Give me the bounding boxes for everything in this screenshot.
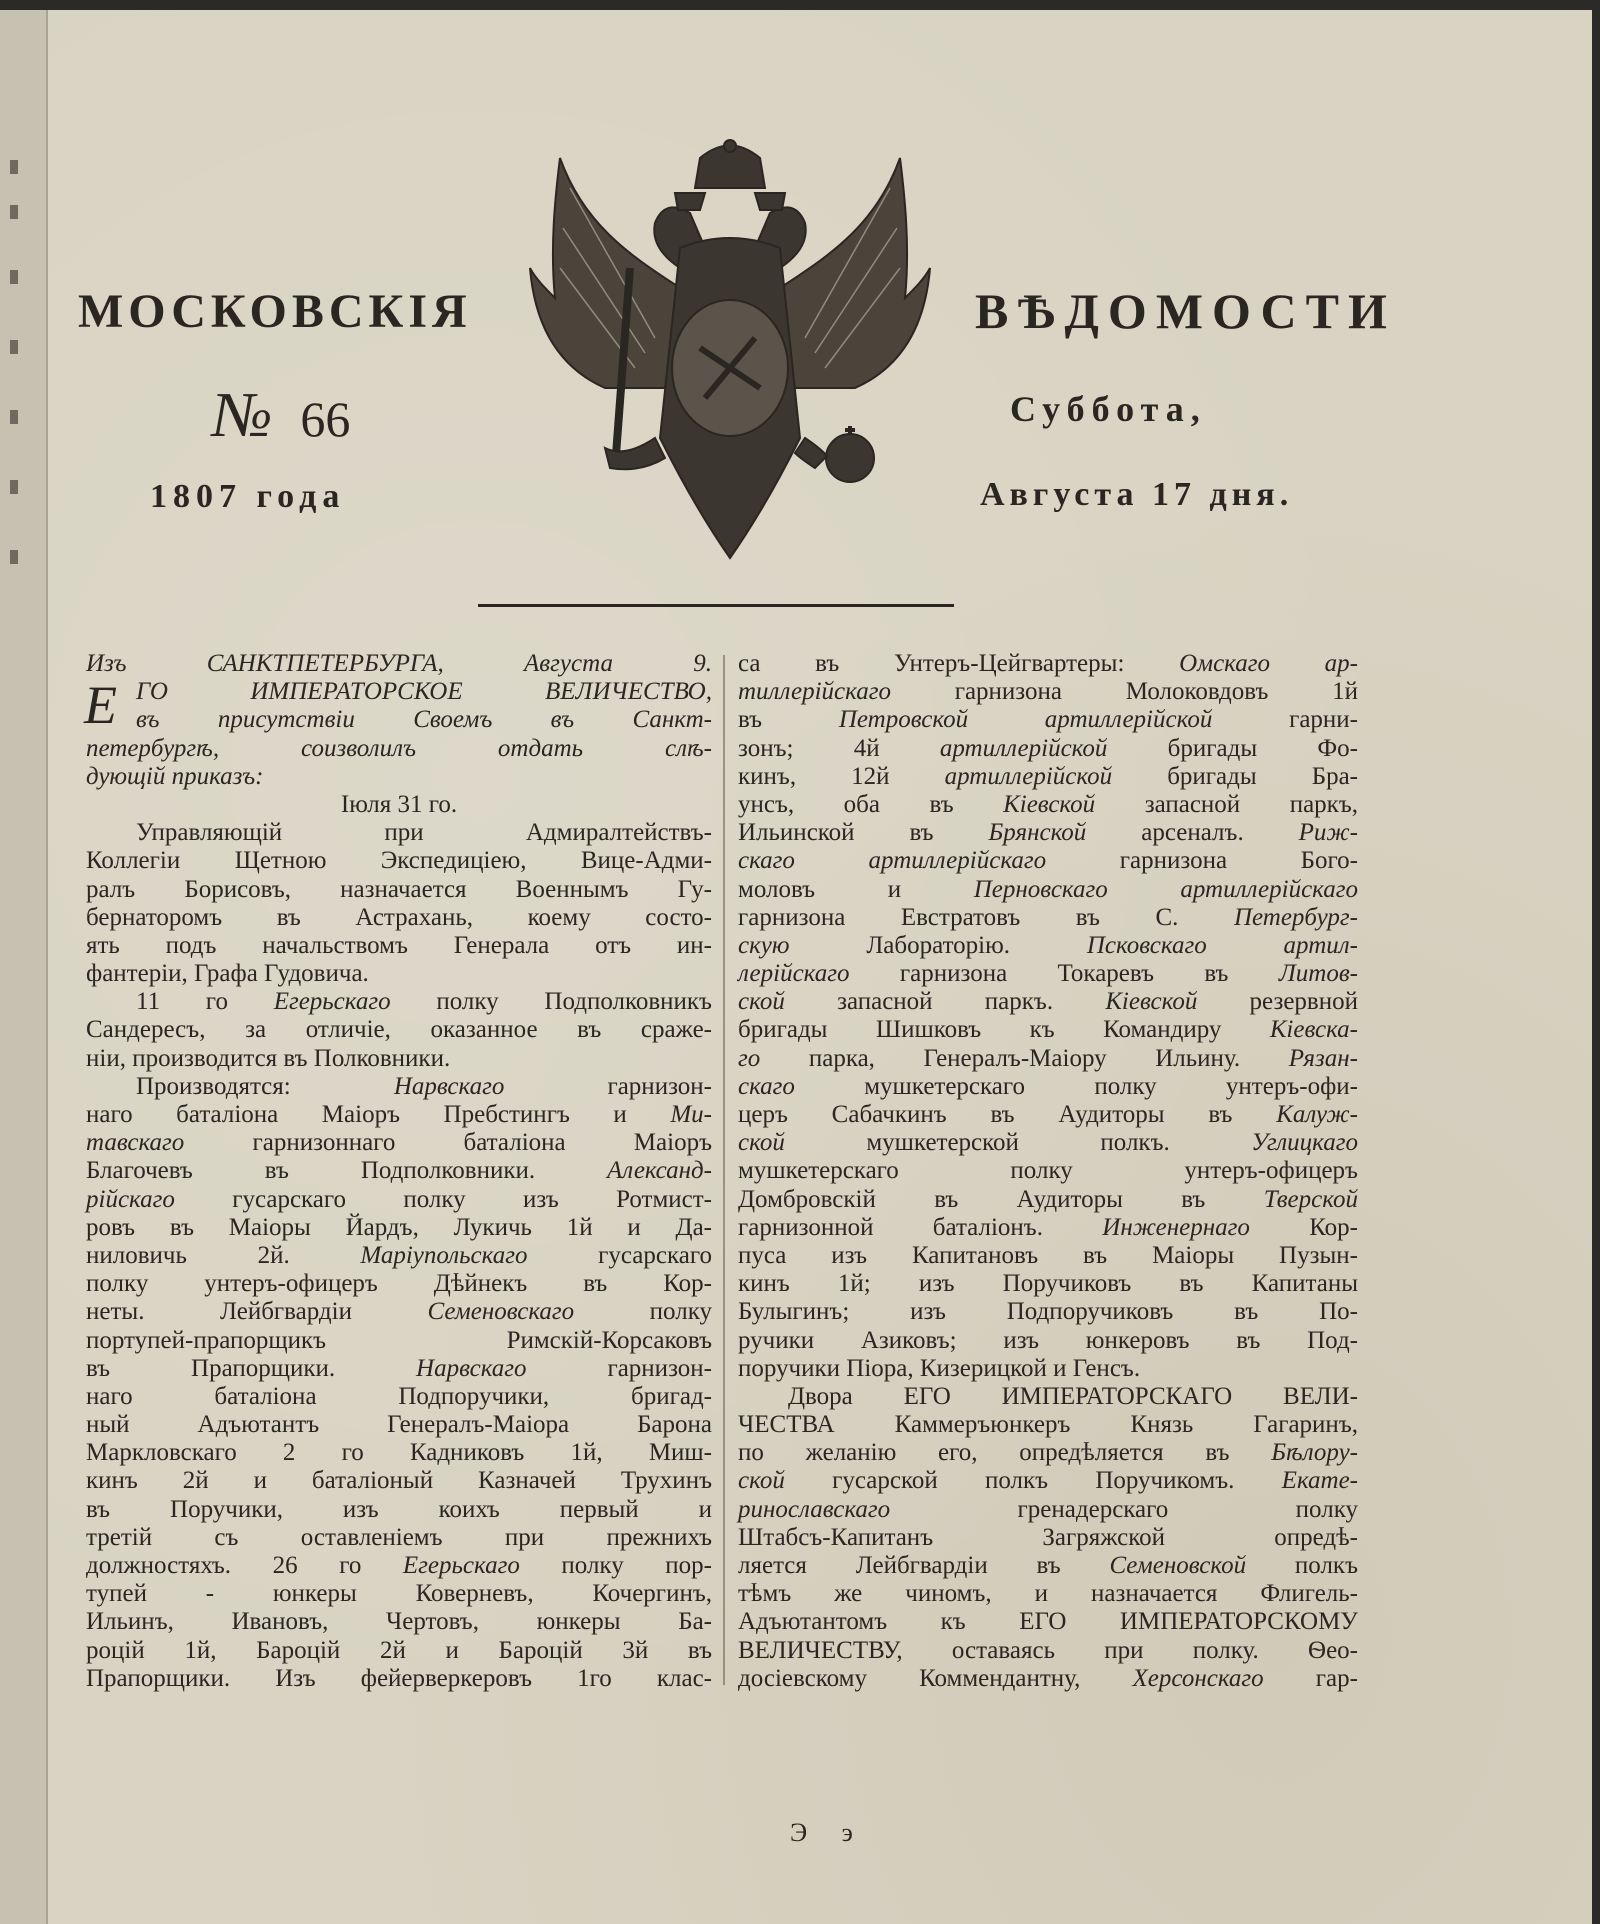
roman-text: гар- — [1263, 1664, 1358, 1692]
italic-text: Омскаго ар- — [1179, 650, 1358, 677]
roman-text: Ильинской въ — [738, 819, 989, 847]
italic-text: Екате- — [1281, 1467, 1358, 1495]
issue-year: 1807 года — [150, 478, 346, 515]
roman-text: Булыгинъ; изъ Подпоручиковъ въ По- — [738, 1298, 1358, 1326]
roman-text: бернаторомъ въ Астрахань, коему состо- — [86, 903, 712, 931]
text-line — [738, 1496, 1358, 1524]
text-line — [738, 1665, 1358, 1693]
roman-text: Лабораторію. — [789, 931, 1087, 959]
italic-text: скую — [738, 931, 790, 959]
text-line — [738, 1355, 1358, 1383]
text-line — [86, 1016, 712, 1044]
italic-text: ской — [738, 1467, 785, 1495]
italic-text: Маріупольскаго — [360, 1241, 528, 1269]
text-line — [738, 678, 1358, 706]
text-line — [738, 1157, 1358, 1185]
text-line — [86, 763, 712, 791]
italic-text: Перновскаго артиллерійскаго — [973, 875, 1358, 903]
signature-mark: Э э — [790, 1818, 867, 1847]
text-line — [86, 1270, 712, 1298]
text-line — [738, 847, 1358, 875]
text-line — [738, 1298, 1358, 1326]
text-line — [738, 1186, 1358, 1214]
roman-text: запасной паркъ. — [784, 988, 1106, 1016]
masthead-title-left: МОСКОВСКІЯ — [78, 285, 472, 338]
italic-text: Брянской — [988, 819, 1087, 847]
text-line — [738, 1383, 1358, 1411]
text-line — [86, 1073, 712, 1101]
roman-text: арсеналъ. — [1086, 819, 1299, 847]
roman-text: Двора ЕГО ИМПЕРАТОРСКАГО ВЕЛИ- — [788, 1382, 1358, 1410]
text-line — [738, 1016, 1358, 1044]
roman-text: роцій 1й, Бароцій 2й и Бароцій 3й въ — [86, 1636, 712, 1664]
roman-text: Штабсъ-Капитанъ Загряжской опредѣ- — [738, 1523, 1358, 1551]
text-line — [738, 988, 1358, 1016]
roman-text: полку — [574, 1298, 712, 1326]
text-line — [738, 1439, 1358, 1467]
roman-text: моловъ и — [738, 875, 974, 903]
text-line — [738, 1580, 1358, 1608]
roman-text: мушкетерской полкъ. — [784, 1129, 1252, 1157]
text-line — [86, 1101, 712, 1129]
roman-text: ЧЕСТВА Каммеръюнкеръ Князь Гагаринъ, — [738, 1411, 1358, 1439]
italic-text: Ми- — [670, 1101, 712, 1128]
text-line — [738, 706, 1358, 734]
italic-text: скаго артиллерійскаго — [738, 847, 1047, 875]
italic-text: Кіевской — [1105, 988, 1198, 1016]
roman-text: въ Поручики, изъ коихъ первый и — [86, 1495, 712, 1523]
italic-text: въ присутствіи Своемъ въ Санкт- — [136, 706, 712, 734]
italic-text: ринославскаго — [738, 1495, 891, 1523]
text-line — [86, 1467, 712, 1495]
text-line — [738, 1129, 1358, 1157]
roman-text: гарнизона Молоковдовъ 1й — [890, 678, 1358, 706]
roman-text: тѣмъ же чиномъ, и назначается Флигель- — [738, 1580, 1358, 1608]
weekday: Суббота, — [1010, 389, 1207, 429]
roman-text: ный Адъютантъ Генералъ-Маіора Барона — [86, 1411, 712, 1439]
text-line — [738, 763, 1358, 791]
text-line — [738, 1608, 1358, 1636]
roman-text: наго баталіона Подпоручики, бригад- — [86, 1382, 712, 1410]
roman-text: полкъ — [1246, 1552, 1358, 1579]
text-line — [86, 1355, 712, 1383]
roman-text: Домбровскій въ Аудиторы въ — [738, 1185, 1264, 1213]
roman-text: гусарскаго полку изъ Ротмист- — [174, 1185, 712, 1213]
roman-text: бригады Фо- — [1107, 734, 1358, 762]
text-line — [738, 932, 1358, 960]
roman-text: церъ Сабачкинъ въ Аудиторы въ — [738, 1101, 1277, 1128]
roman-text: по желанію его, опредѣляется въ — [738, 1439, 1272, 1467]
text-line — [86, 1411, 712, 1439]
text-line — [738, 1524, 1358, 1552]
italic-text: го — [738, 1044, 761, 1072]
text-line — [738, 650, 1358, 678]
text-line — [86, 1580, 712, 1608]
italic-text: Егерьскаго — [402, 1552, 520, 1579]
roman-text: поручики Піора, Кизерицкой и Генсъ. — [738, 1354, 1141, 1382]
italic-text: Херсонскаго — [1132, 1664, 1264, 1692]
issue-date: Августа 17 дня. — [980, 476, 1294, 513]
italic-text: Петербург- — [1233, 903, 1358, 931]
text-line — [738, 1327, 1358, 1355]
italic-text: ской — [738, 988, 785, 1016]
text-line — [738, 791, 1358, 819]
italic-text: тиллерійскаго — [738, 678, 891, 706]
italic-text: Тверской — [1263, 1185, 1358, 1213]
text-line — [86, 1214, 712, 1242]
roman-text: ниловичь 2й. — [86, 1241, 361, 1269]
text-line — [86, 932, 712, 960]
text-line — [86, 1608, 712, 1636]
italic-text: ской — [738, 1129, 785, 1157]
italic-text: тавскаго — [86, 1129, 185, 1157]
italic-text: ГО ИМПЕРАТОРСКОЕ ВЕЛИЧЕСТВО, — [136, 678, 712, 706]
italic-text: Риж- — [1298, 819, 1358, 847]
left-column — [86, 650, 712, 1693]
roman-text: пуса изъ Капитановъ въ Маіоры Пузын- — [738, 1241, 1358, 1269]
text-line — [86, 1496, 712, 1524]
text-line — [738, 1411, 1358, 1439]
text-line — [86, 706, 712, 734]
column-divider — [723, 655, 725, 1685]
roman-text: досіевскому Коммендантну, — [738, 1664, 1133, 1692]
text-line — [86, 1327, 712, 1355]
text-line — [738, 1101, 1358, 1129]
text-line — [86, 1242, 712, 1270]
roman-text: мушкетерскаго полку унтеръ-офи- — [794, 1072, 1358, 1100]
roman-text: гарнизона Токаревъ въ — [849, 960, 1279, 988]
text-line — [86, 650, 712, 678]
roman-text: бригады Шишковъ къ Командиру — [738, 1016, 1270, 1044]
roman-text: фантеріи, Графа Гудовича. — [86, 960, 369, 988]
italic-text: Нарвскаго — [393, 1072, 505, 1100]
roman-text: тупей - юнкеры Коверневъ, Кочергинъ, — [86, 1580, 712, 1608]
italic-text: Калуж- — [1276, 1101, 1358, 1128]
text-line — [86, 960, 712, 988]
roman-text: Управляющій при Адмиралтействъ- — [136, 819, 712, 847]
roman-text: третій съ оставленіемъ при прежнихъ — [86, 1523, 712, 1551]
roman-text: гусарскаго — [527, 1241, 712, 1269]
roman-text: гарнизоннаго баталіона Маіоръ — [184, 1129, 712, 1157]
roman-text: запасной паркъ, — [1095, 790, 1358, 818]
italic-text: Семеновской — [1109, 1552, 1247, 1579]
text-line — [86, 1665, 712, 1693]
italic-text: Рязан- — [1288, 1044, 1358, 1072]
issue-number-value: 66 — [300, 391, 351, 447]
roman-text: бригады Бра- — [1112, 762, 1358, 790]
text-line — [738, 1214, 1358, 1242]
italic-text: Александ- — [607, 1157, 712, 1185]
roman-text: ралъ Борисовъ, назначается Военнымъ Гу- — [86, 875, 712, 903]
roman-text: Ильинъ, Ивановъ, Чертовъ, юнкеры Ба- — [86, 1608, 712, 1636]
roman-text: мушкетерскаго полку унтеръ-офицеръ — [738, 1157, 1358, 1185]
italic-text: Углицкаго — [1251, 1129, 1358, 1157]
text-line — [738, 1270, 1358, 1298]
italic-text: Нарвскаго — [416, 1354, 527, 1382]
roman-text: полку пор- — [519, 1552, 712, 1579]
text-line — [738, 1045, 1358, 1073]
text-line — [738, 735, 1358, 763]
italic-text: Изъ САНКТПЕТЕРБУРГА, Августа 9. — [86, 650, 712, 677]
text-line — [86, 1157, 712, 1185]
italic-text: Семеновскаго — [427, 1298, 575, 1326]
roman-text: Коллегіи Щетною Экспедиціею, Вице-Адми- — [86, 847, 712, 875]
roman-text: Благочевъ въ Подполковники. — [86, 1157, 608, 1185]
number-sign: № — [212, 379, 273, 450]
text-line — [86, 1439, 712, 1467]
italic-text: Псковскаго артил- — [1086, 931, 1358, 959]
italic-text: Инженернаго — [1102, 1213, 1250, 1241]
text-line — [86, 1383, 712, 1411]
roman-text: унсъ, оба въ — [738, 790, 1004, 818]
text-line — [738, 1242, 1358, 1270]
text-line — [86, 819, 712, 847]
italic-text: петербургѣ, соизволилъ отдать слѣ- — [86, 734, 712, 762]
italic-text: Кіевской — [1003, 790, 1096, 818]
text-line — [738, 819, 1358, 847]
italic-text: Кіевска- — [1269, 1016, 1358, 1044]
italic-text: рійскаго — [86, 1185, 175, 1213]
masthead-title-right: ВѢДОМОСТИ — [975, 283, 1396, 339]
italic-text: Егерьскаго — [273, 988, 391, 1016]
roman-text: гарнизона Евстратовъ въ С. — [738, 903, 1234, 931]
roman-text: гарнизонной баталіонъ. — [738, 1213, 1103, 1241]
text-line — [86, 1186, 712, 1214]
roman-text: Кор- — [1249, 1213, 1358, 1241]
roman-text: наго баталіона Маіоръ Пребстингъ и — [86, 1101, 671, 1128]
roman-text: полку Подполковникъ — [390, 988, 712, 1016]
roman-text: ручики Азиковъ; изъ юнкеровъ въ Под- — [738, 1326, 1358, 1354]
roman-text: въ — [738, 706, 839, 734]
roman-text: полку унтеръ-офицеръ Дѣйнекъ въ Кор- — [86, 1270, 712, 1298]
text-line — [86, 1637, 712, 1665]
text-line — [738, 1073, 1358, 1101]
text-line — [86, 876, 712, 904]
roman-text: парка, Генералъ-Маіору Ильину. — [760, 1044, 1289, 1072]
roman-text: ровъ въ Маіоры Йардъ, Лукичь 1й и Да- — [86, 1213, 712, 1241]
roman-text: ВЕЛИЧЕСТВУ, оставаясь при полку. Ѳео- — [738, 1636, 1358, 1664]
italic-text: Бѣлору- — [1271, 1439, 1358, 1467]
roman-text: Маркловскаго 2 го Кадниковъ 1й, Миш- — [86, 1439, 712, 1467]
roman-text: 11 го — [136, 988, 274, 1016]
text-line — [86, 1524, 712, 1552]
roman-text: кинъ 2й и баталіоный Казначей Трухинъ — [86, 1467, 712, 1495]
roman-text: Производятся: — [136, 1072, 394, 1100]
text-line — [86, 1129, 712, 1157]
roman-text: должностяхъ. 26 го — [86, 1552, 403, 1579]
roman-text: Іюля 31 го. — [340, 790, 458, 818]
roman-text: са въ Унтеръ-Цейгвартеры: — [738, 650, 1180, 677]
roman-text: гусарской полкъ Поручикомъ. — [784, 1467, 1282, 1495]
italic-text: Литов- — [1278, 960, 1358, 988]
italic-text: скаго — [738, 1072, 795, 1100]
roman-text: Сандересъ, за отличіе, оказанное въ сраже- — [86, 1016, 712, 1044]
roman-text: портупей-прапорщикъ Римскій-Корсаковъ — [86, 1326, 712, 1354]
issue-number — [212, 378, 350, 452]
text-line — [738, 1637, 1358, 1665]
roman-text: ять подъ начальствомъ Генерала отъ ин- — [86, 931, 712, 959]
roman-text: неты. Лейбгвардіи — [86, 1298, 428, 1326]
roman-text: въ Прапорщики. — [86, 1354, 417, 1382]
roman-text: гарнизон- — [504, 1072, 713, 1100]
roman-text: ніи, производится въ Полковники. — [86, 1044, 451, 1072]
text-line — [86, 791, 712, 819]
roman-text: резервной — [1197, 988, 1358, 1016]
roman-text: зонъ; 4й — [738, 734, 940, 762]
roman-text: гарни- — [1212, 706, 1359, 734]
text-line — [86, 735, 712, 763]
italic-text: Петровской артиллерійской — [838, 706, 1213, 734]
text-line — [738, 1552, 1358, 1580]
text-line — [86, 847, 712, 875]
italic-text: лерійскаго — [738, 960, 850, 988]
text-line — [86, 1045, 712, 1073]
roman-text: кинъ, 12й — [738, 762, 945, 790]
masthead-rule — [478, 604, 954, 607]
text-line — [738, 960, 1358, 988]
text-line — [738, 1467, 1358, 1495]
text-line — [738, 876, 1358, 904]
italic-text: артиллерійской — [944, 762, 1113, 790]
roman-text: гренадерскаго полку — [890, 1495, 1358, 1523]
adjacent-page-edge — [0, 10, 48, 1924]
drop-cap: Е — [84, 675, 117, 736]
roman-text: ляется Лейбгвардіи въ — [738, 1552, 1110, 1579]
roman-text: Прапорщики. Изъ фейерверкеровъ 1го клас- — [86, 1664, 712, 1692]
roman-text: Адъютантомъ къ ЕГО ИМПЕРАТОРСКОМУ — [738, 1608, 1358, 1636]
text-line — [86, 988, 712, 1016]
double-headed-eagle-emblem-icon — [515, 138, 945, 578]
roman-text: гарнизон- — [526, 1354, 712, 1382]
text-line — [738, 904, 1358, 932]
right-column — [738, 650, 1358, 1693]
text-line — [86, 1552, 712, 1580]
text-line — [86, 1298, 712, 1326]
roman-text: кинъ 1й; изъ Поручиковъ въ Капитаны — [738, 1270, 1358, 1298]
italic-text: артиллерійской — [939, 734, 1108, 762]
text-line — [86, 904, 712, 932]
italic-text: дующій приказъ: — [86, 762, 264, 790]
roman-text: гарнизона Бого- — [1046, 847, 1358, 875]
